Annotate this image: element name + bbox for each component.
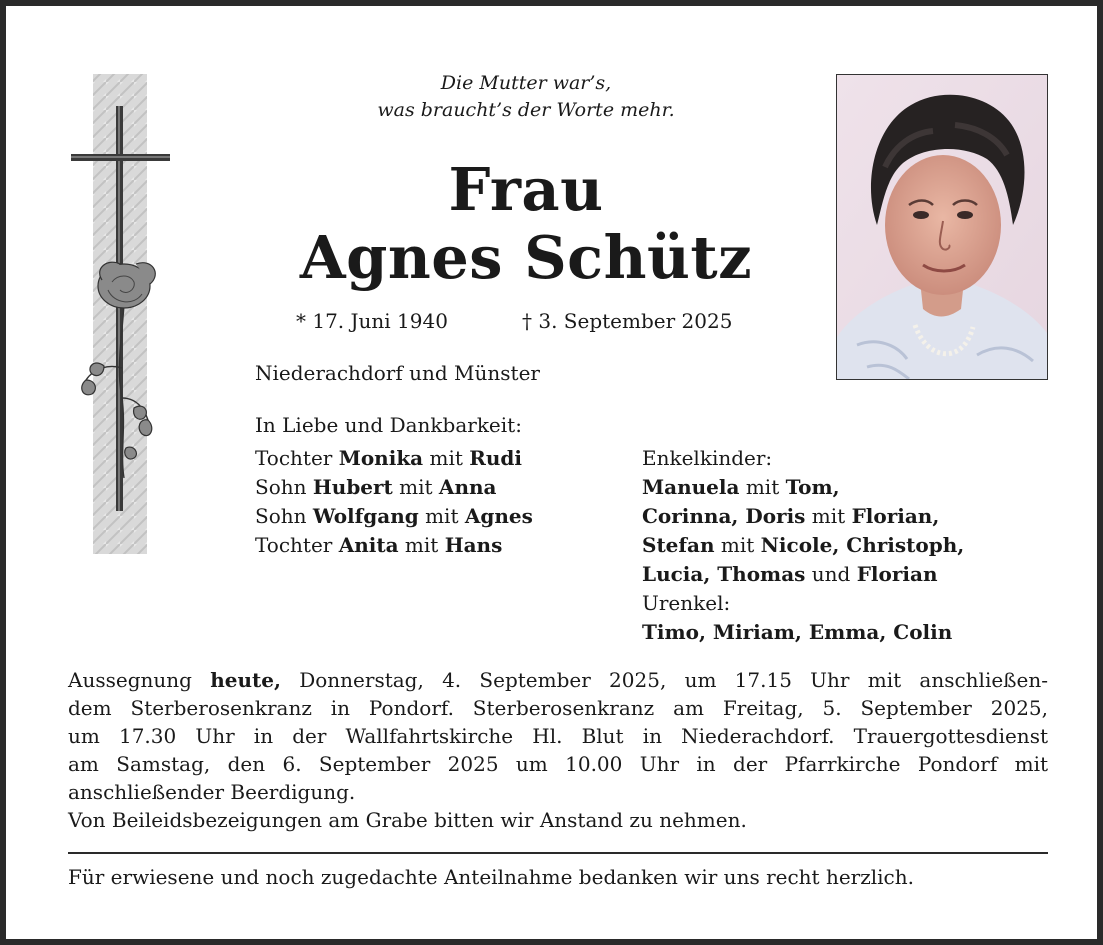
list-item: Tochter Anita mit Hans xyxy=(255,533,503,557)
place: Niederachdorf und Münster xyxy=(255,361,540,385)
name-title: Frau xyxy=(448,155,604,224)
great-grandchildren-names: Timo, Miriam, Emma, Colin xyxy=(642,620,953,644)
notice-line-5: anschließender Beerdigung. xyxy=(68,780,356,804)
quote-line-1: Die Mutter war’s, xyxy=(440,72,612,94)
portrait-photo xyxy=(836,74,1048,380)
grandchildren-label: Enkelkinder: xyxy=(642,446,773,470)
cross-with-rose-image xyxy=(64,68,176,556)
list-item: Tochter Monika mit Rudi xyxy=(255,446,523,470)
birth-date: * 17. Juni 1940 xyxy=(296,309,448,333)
death-date: † 3. September 2025 xyxy=(522,309,733,333)
list-item: Sohn Wolfgang mit Agnes xyxy=(255,504,533,528)
grandchildren-list xyxy=(642,444,964,647)
notice-line-1: Aussegnung heute, Donnerstag, 4. September 2025, um 17.15 Uhr mit anschließen- xyxy=(68,668,1049,692)
notice-line-4: am Samstag, den 6. September 2025 um 10.00 Uhr in der Pfarrkirche Pondorf mit xyxy=(68,752,1048,776)
notice-line-2: dem Sterberosenkranz in Pondorf. Sterberosenkranz am Freitag, 5. September 2025, xyxy=(68,696,1048,720)
list-item: Stefan mit Nicole, Christoph, xyxy=(642,533,965,557)
notice-line-3: um 17.30 Uhr in der Wallfahrtskirche Hl. Blut in Niederachdorf. Trauergottesdienst xyxy=(68,724,1048,748)
quote-line-2: was braucht’s der Worte mehr. xyxy=(377,99,675,121)
list-item: Manuela mit Tom, xyxy=(642,475,840,499)
list-item: Corinna, Doris mit Florian, xyxy=(642,504,940,528)
list-item: Lucia, Thomas und Florian xyxy=(642,562,938,586)
list-item: Sohn Hubert mit Anna xyxy=(255,475,497,499)
funeral-notice xyxy=(68,666,1048,834)
children-list xyxy=(255,444,533,560)
deceased-name xyxy=(236,156,816,292)
quote xyxy=(306,70,746,124)
closing-thanks: Für erwiesene und noch zugedachte Anteilnahme bedanken wir uns recht herzlich. xyxy=(68,865,914,889)
thanks-heading: In Liebe und Dankbarkeit: xyxy=(255,413,522,437)
divider xyxy=(68,852,1048,854)
name-full: Agnes Schütz xyxy=(299,223,753,292)
great-grandchildren-label: Urenkel: xyxy=(642,591,731,615)
notice-line-6: Von Beileidsbezeigungen am Grabe bitten wir Anstand zu nehmen. xyxy=(68,808,747,832)
